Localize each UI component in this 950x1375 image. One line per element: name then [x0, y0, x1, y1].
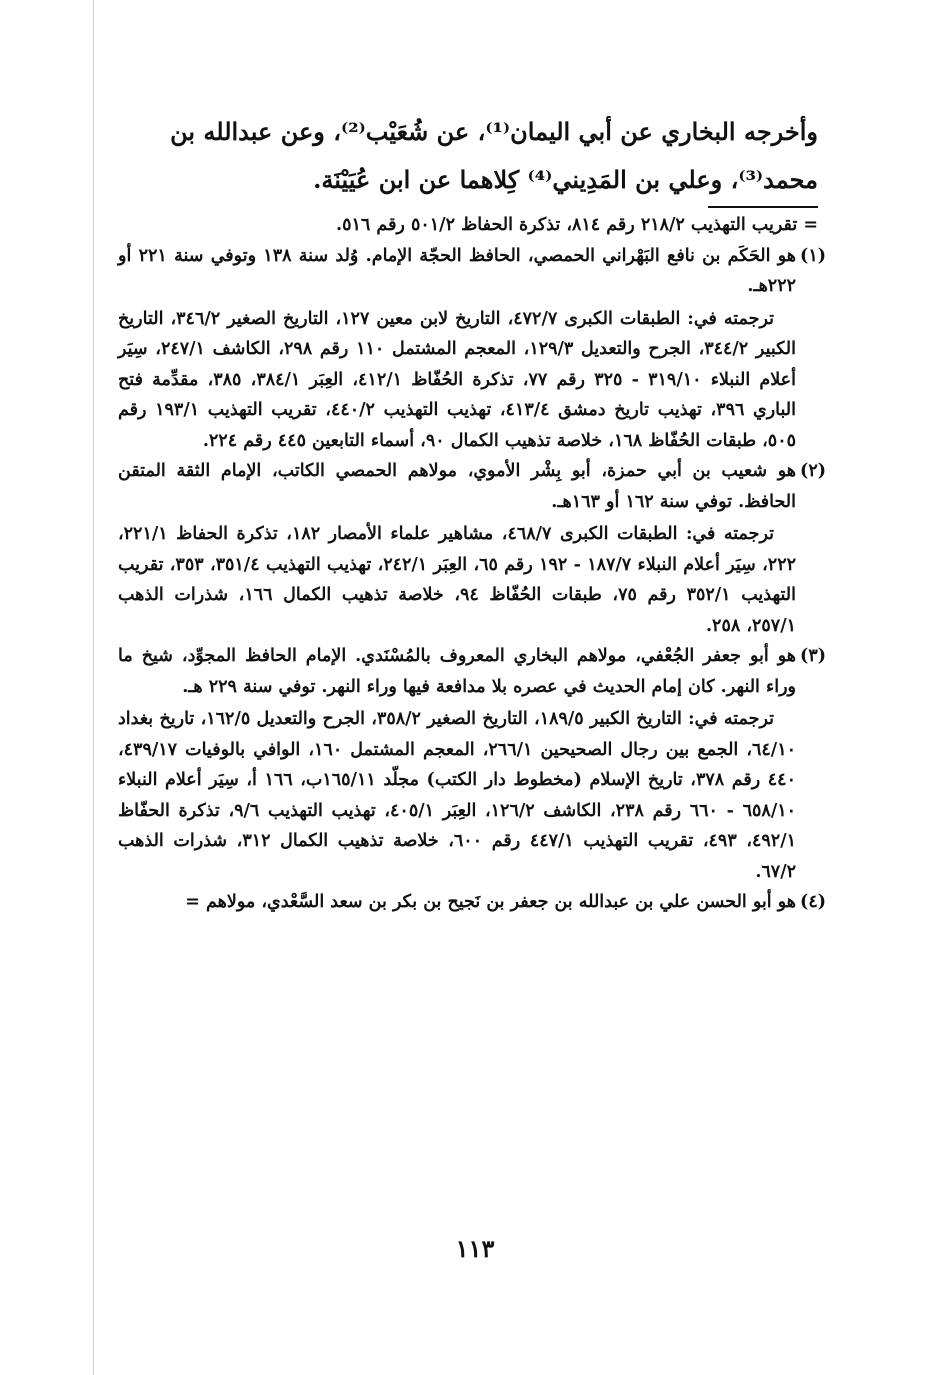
- footnote-item: [118, 456, 826, 517]
- footnote-bio: هو الحَكَم بن نافع البَهْراني الحمصي، الحافظ الحجّة الإمام. وُلد سنة ١٣٨ وتوفي سنة ٢٢١ أو ٢٢٢هـ.: [118, 245, 797, 296]
- main-text: [118, 108, 818, 204]
- footnote-item: [118, 241, 826, 302]
- footnote-bio: هو أبو الحسن علي بن عبدالله بن جعفر بن نَجيح بن بكر بن سعد السَّعْدي، مولاهم =: [185, 892, 796, 912]
- footnote-number: (٢): [800, 461, 826, 481]
- footnotes: [118, 210, 826, 918]
- footnote-number: (٤): [800, 892, 826, 912]
- footnote-sources: ترجمته في: الطبقات الكبرى ٤٦٨/٧، مشاهير علماء الأمصار ١٨٢، تذكرة الحفاظ ٢٢١/١، ٢٢٢، سِيَر أعلام النبلاء ١٨٧/٧ - ١٩٢ رقم ٦٥، العِبَر ٢٤٢/١، تهذيب التهذيب ٣٥١/٤، ٣٥٣، تقريب التهذيب ٣٥٢/١ رقم ٧٥، طبقات الحُفّاظ ٩٤، خلاصة تذهيب الكمال ١٦٦، شذرات الذهب ٢٥٧/١، ٢٥٨.: [118, 524, 797, 636]
- footnote-divider: [708, 206, 818, 208]
- page-number: ١١٣: [455, 1234, 495, 1263]
- footnote-continuation: = تقريب التهذيب ٢١٨/٢ رقم ٨١٤، تذكرة الحفاظ ٥٠١/٢ رقم ٥١٦.: [336, 215, 818, 235]
- footnote-bio: هو شعيب بن أبي حمزة، أبو بِشْر الأموي، مولاهم الحمصي الكاتب، الإمام الثقة المتقن الحافظ. توفي سنة ١٦٢ أو ١٦٣هـ.: [118, 461, 796, 512]
- footnote-sources: ترجمته في: التاريخ الكبير ١٨٩/٥، التاريخ الصغير ٣٥٨/٢، الجرح والتعديل ١٦٢/٥، تاريخ بغداد ٦٤/١٠، الجمع بين رجال الصحيحين ٢٦٦/١، المعجم المشتمل ١٦٠، الوافي بالوفيات ٤٣٩/١٧، ٤٤٠ رقم ٣٧٨، تاريخ الإسلام (مخطوط دار الكتب) مجلّد ١٦٥/١١ب، ١٦٦ أ، سِيَر أعلام النبلاء ٦٥٨/١٠ - ٦٦٠ رقم ٢٣٨، الكاشف ١٢٦/٢، العِبَر ٤٠٥/١، تهذيب التهذيب ٩/٦، تذكرة الحفّاظ ٤٩٢/١، ٤٩٣، تقريب التهذيب ٤٤٧/١ رقم ٦٠٠، خلاصة تذهيب الكمال ٣١٢، شذرات الذهب ٦٧/٢.: [118, 709, 797, 882]
- footnote-number: (١): [800, 245, 826, 266]
- scan-margin-line: [93, 0, 94, 1375]
- footnote-bio: هو أبو جعفر الجُعْفي، مولاهم البخاري المعروف بالمُسْنَدي. الإمام الحافظ المجوِّد، شيخ ما وراء النهر. كان إمام الحديث في عصره بلا مدافعة فيها وراء النهر. توفي سنة ٢٢٩ هـ.: [118, 646, 796, 697]
- footnote-item: [118, 641, 826, 702]
- footnote-number: (٣): [800, 646, 826, 666]
- main-text-line: وأخرجه البخاري عن أبي اليمان⁽¹⁾، عن شُعَيْب⁽²⁾، وعن عبدالله بن: [170, 117, 818, 146]
- footnote-item: [118, 887, 826, 918]
- main-text-line: محمد⁽³⁾، وعلي بن المَدِيني⁽⁴⁾ كِلاهما عن ابن عُيَيْنَة.: [313, 165, 818, 194]
- footnote-sources: ترجمته في: الطبقات الكبرى ٤٧٢/٧، التاريخ لابن معين ١٢٧، التاريخ الصغير ٣٤٦/٢، التاريخ الكبير ٣٤٤/٢، الجرح والتعديل ١٢٩/٣، المعجم المشتمل ١١٠ رقم ٢٩٨، الكاشف ٢٤٧/١، سِيَر أعلام النبلاء ٣١٩/١٠ - ٣٢٥ رقم ٧٧، تذكرة الحُفّاظ ٤١٢/١، العِبَر ٣٨٤/١، ٣٨٥، مقدِّمة فتح الباري ٣٩٦، تهذيب تاريخ دمشق ٤١٣/٤، تهذيب التهذيب ٤٤٠/٢، تقريب التهذيب ١٩٣/١ رقم ٥٠٥، طبقات الحُفّاظ ١٦٨، خلاصة تذهيب الكمال ٩٠، أسماء التابعين ٤٤٥ رقم ٢٢٤.: [118, 308, 797, 451]
